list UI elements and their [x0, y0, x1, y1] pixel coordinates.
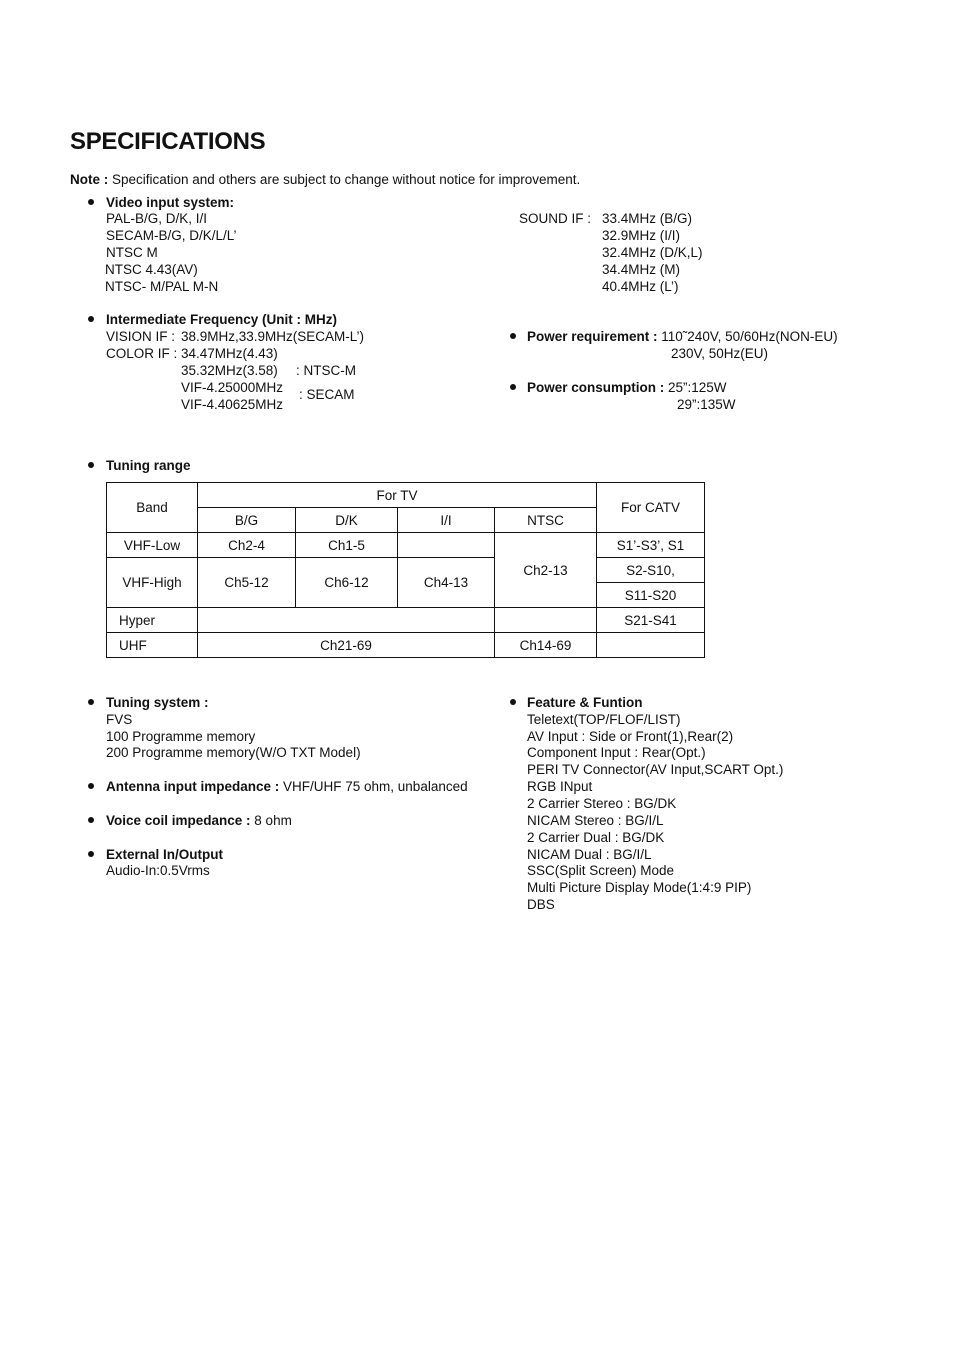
- column-header: B/G: [198, 508, 296, 533]
- external-line: Audio-In:0.5Vrms: [106, 863, 210, 878]
- feature-item: RGB INput: [527, 779, 593, 794]
- bullet-icon: [88, 817, 94, 823]
- table-cell: Ch4-13: [398, 558, 495, 608]
- tuning-system-line: 100 Programme memory: [106, 729, 256, 744]
- table-cell: Ch21-69: [198, 633, 495, 658]
- secam-if-value: VIF-4.40625MHz: [181, 397, 284, 412]
- band-cell: VHF-Low: [107, 533, 198, 558]
- feature-item: NICAM Stereo : BG/I/L: [527, 813, 664, 828]
- page-title: SPECIFICATIONS: [70, 128, 266, 155]
- bullet-icon: [88, 462, 94, 468]
- video-input-heading: Video input system:: [106, 195, 235, 210]
- features-heading: Feature & Funtion: [527, 695, 643, 710]
- antenna-impedance: [106, 778, 468, 795]
- feature-item: 2 Carrier Stereo : BG/DK: [527, 796, 677, 811]
- sound-if-value: 34.4MHz (M): [602, 262, 681, 277]
- voice-coil-label: Voice coil impedance :: [106, 813, 251, 828]
- ntsc-if-note: : NTSC-M: [296, 363, 356, 378]
- table-cell: Ch6-12: [296, 558, 398, 608]
- note-label: Note :: [70, 172, 109, 187]
- video-input-line: SECAM-B/G, D/K/L/L’: [106, 228, 237, 243]
- video-input-line: NTSC- M/PAL M-N: [105, 279, 219, 294]
- note: [70, 171, 580, 188]
- bullet-icon: [510, 384, 516, 390]
- band-cell: Hyper: [107, 608, 198, 633]
- feature-item: Component Input : Rear(Opt.): [527, 745, 706, 760]
- column-header: NTSC: [495, 508, 597, 533]
- power-cons-value: 25”:125W: [664, 380, 727, 395]
- power-consumption: [527, 379, 727, 396]
- table-row: [107, 608, 705, 633]
- table-cell: Ch2-4: [198, 533, 296, 558]
- table-cell: Ch14-69: [495, 633, 597, 658]
- band-cell: UHF: [107, 633, 198, 658]
- feature-item: 2 Carrier Dual : BG/DK: [527, 830, 665, 845]
- vision-if-label: VISION IF :: [106, 329, 176, 344]
- tuning-range-heading: Tuning range: [106, 458, 191, 473]
- tuning-system-line: 200 Programme memory(W/O TXT Model): [106, 745, 361, 760]
- sound-if-value: 32.4MHz (D/K,L): [602, 245, 703, 260]
- external-heading: External In/Output: [106, 847, 224, 862]
- power-req-value: 110˜240V, 50/60Hz(NON-EU): [657, 329, 838, 344]
- feature-item: NICAM Dual : BG/I/L: [527, 847, 652, 862]
- vision-if-value: 38.9MHz,33.9MHz(SECAM-L’): [181, 329, 365, 344]
- table-cell: S11-S20: [597, 583, 705, 608]
- if-heading: Intermediate Frequency (Unit : MHz): [106, 312, 338, 327]
- bullet-icon: [510, 333, 516, 339]
- table-cell: [198, 608, 495, 633]
- table-row: [107, 558, 705, 583]
- secam-if-value: VIF-4.25000MHz: [181, 380, 284, 395]
- table-cell: Ch2-13: [495, 533, 597, 608]
- bullet-icon: [88, 316, 94, 322]
- color-if-value: 34.47MHz(4.43): [181, 346, 278, 361]
- power-cons-value: 29”:135W: [677, 397, 736, 412]
- table-cell: [597, 633, 705, 658]
- band-cell: VHF-High: [107, 558, 198, 608]
- table-cell: S21-S41: [597, 608, 705, 633]
- bullet-icon: [88, 699, 94, 705]
- antenna-label: Antenna input impedance :: [106, 779, 280, 794]
- bullet-icon: [510, 699, 516, 705]
- secam-if-note: : SECAM: [299, 387, 355, 402]
- feature-item: Multi Picture Display Mode(1:4:9 PIP): [527, 880, 752, 895]
- band-header: Band: [107, 483, 198, 533]
- video-input-line: NTSC M: [106, 245, 158, 260]
- tuning-range-table: [106, 482, 705, 658]
- power-req-label: Power requirement :: [527, 329, 658, 344]
- for-catv-header: For CATV: [597, 483, 705, 533]
- feature-item: AV Input : Side or Front(1),Rear(2): [527, 729, 734, 744]
- note-text: Specification and others are subject to change without notice for improvement.: [108, 172, 581, 187]
- feature-item: Teletext(TOP/FLOF/LIST): [527, 712, 681, 727]
- for-tv-header: For TV: [198, 483, 597, 508]
- voice-coil-impedance: [106, 812, 292, 829]
- table-row: [107, 533, 705, 558]
- feature-item: PERI TV Connector(AV Input,SCART Opt.): [527, 762, 784, 777]
- sound-if-label: SOUND IF :: [519, 211, 592, 226]
- table-cell: S1’-S3’, S1: [597, 533, 705, 558]
- power-requirement: [527, 328, 838, 345]
- ntsc-if-value: 35.32MHz(3.58): [181, 363, 278, 378]
- table-cell: S2-S10,: [597, 558, 705, 583]
- tuning-system-heading: Tuning system :: [106, 695, 209, 710]
- table-row: [107, 633, 705, 658]
- video-input-line: PAL-B/G, D/K, I/I: [106, 211, 208, 226]
- video-input-line: NTSC 4.43(AV): [105, 262, 198, 277]
- sound-if-value: 40.4MHz (L’): [602, 279, 679, 294]
- bullet-icon: [88, 783, 94, 789]
- feature-item: SSC(Split Screen) Mode: [527, 863, 675, 878]
- table-row: [107, 483, 705, 508]
- table-cell: [398, 533, 495, 558]
- column-header: I/I: [398, 508, 495, 533]
- tuning-system-line: FVS: [106, 712, 133, 727]
- voice-coil-value: 8 ohm: [250, 813, 292, 828]
- sound-if-value: 32.9MHz (I/I): [602, 228, 681, 243]
- color-if-label: COLOR IF :: [106, 346, 178, 361]
- column-header: D/K: [296, 508, 398, 533]
- feature-item: DBS: [527, 897, 555, 912]
- sound-if-value: 33.4MHz (B/G): [602, 211, 693, 226]
- power-req-value: 230V, 50Hz(EU): [671, 346, 769, 361]
- table-cell: [495, 608, 597, 633]
- bullet-icon: [88, 851, 94, 857]
- bullet-icon: [88, 199, 94, 205]
- power-cons-label: Power consumption :: [527, 380, 665, 395]
- table-cell: Ch5-12: [198, 558, 296, 608]
- table-cell: Ch1-5: [296, 533, 398, 558]
- antenna-value: VHF/UHF 75 ohm, unbalanced: [279, 779, 468, 794]
